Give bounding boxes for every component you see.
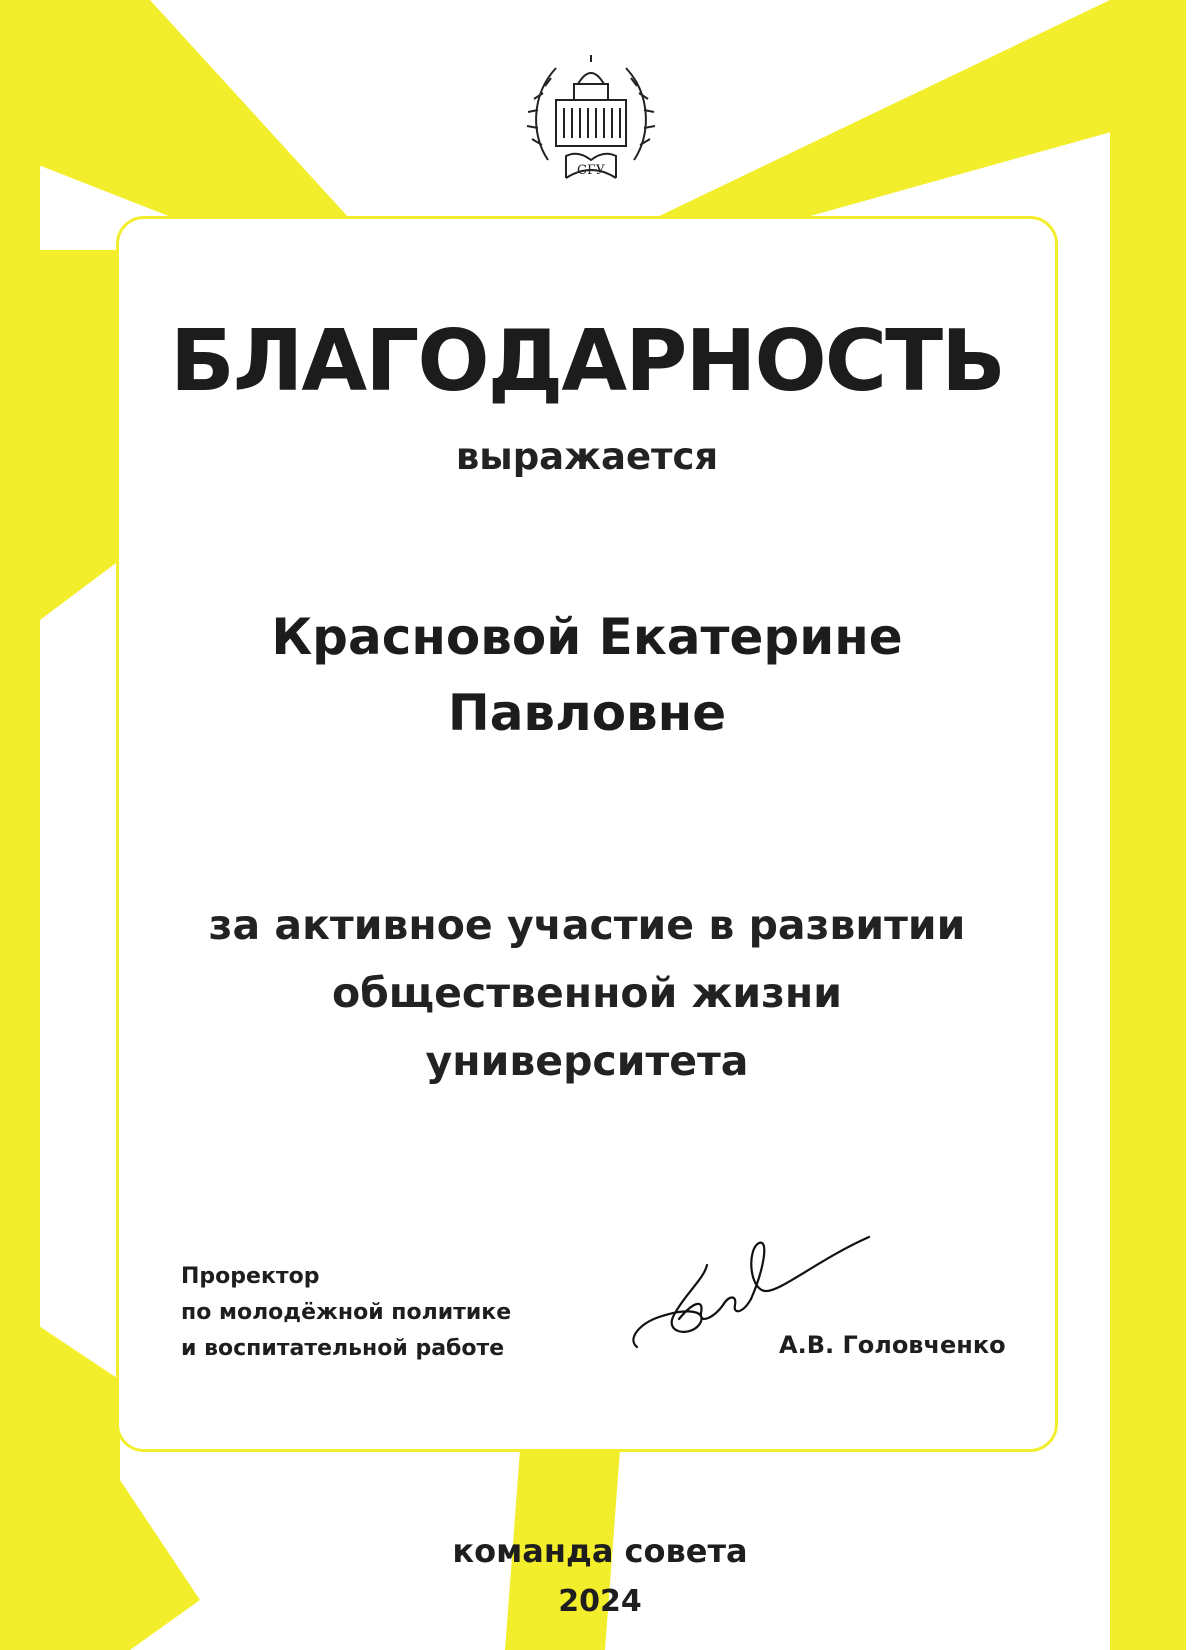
yellow-left-arc bbox=[0, 250, 120, 650]
reason-line: общественной жизни bbox=[332, 969, 842, 1017]
role-line: и воспитательной работе bbox=[181, 1336, 505, 1361]
role-line: Проректор bbox=[181, 1264, 320, 1289]
emblem-text: СГУ bbox=[577, 163, 605, 178]
footer-year: 2024 bbox=[558, 1584, 642, 1619]
role-line: по молодёжной политике bbox=[181, 1300, 512, 1325]
yellow-right-bar bbox=[1110, 0, 1190, 1650]
yellow-top-left-band bbox=[0, 0, 360, 240]
university-emblem-icon bbox=[526, 50, 656, 190]
recipient-line: Красновой Екатерине bbox=[271, 608, 903, 666]
certificate-card bbox=[116, 216, 1058, 1452]
recipient-name bbox=[119, 599, 1055, 751]
certificate-title: БЛАГОДАРНОСТЬ bbox=[170, 312, 1004, 411]
scan-edge bbox=[1186, 0, 1200, 1650]
reason-line: университета bbox=[425, 1037, 749, 1085]
signatory-role bbox=[181, 1259, 511, 1367]
yellow-top-right-band bbox=[630, 0, 1190, 230]
reason-line: за активное участие в развитии bbox=[208, 901, 966, 949]
certificate-subtitle: выражается bbox=[455, 435, 719, 478]
signatory-name: А.В. Головченко bbox=[779, 1331, 1006, 1359]
recipient-line: Павловне bbox=[447, 684, 727, 742]
footer-team: команда совета bbox=[452, 1532, 748, 1570]
award-reason bbox=[119, 891, 1055, 1095]
